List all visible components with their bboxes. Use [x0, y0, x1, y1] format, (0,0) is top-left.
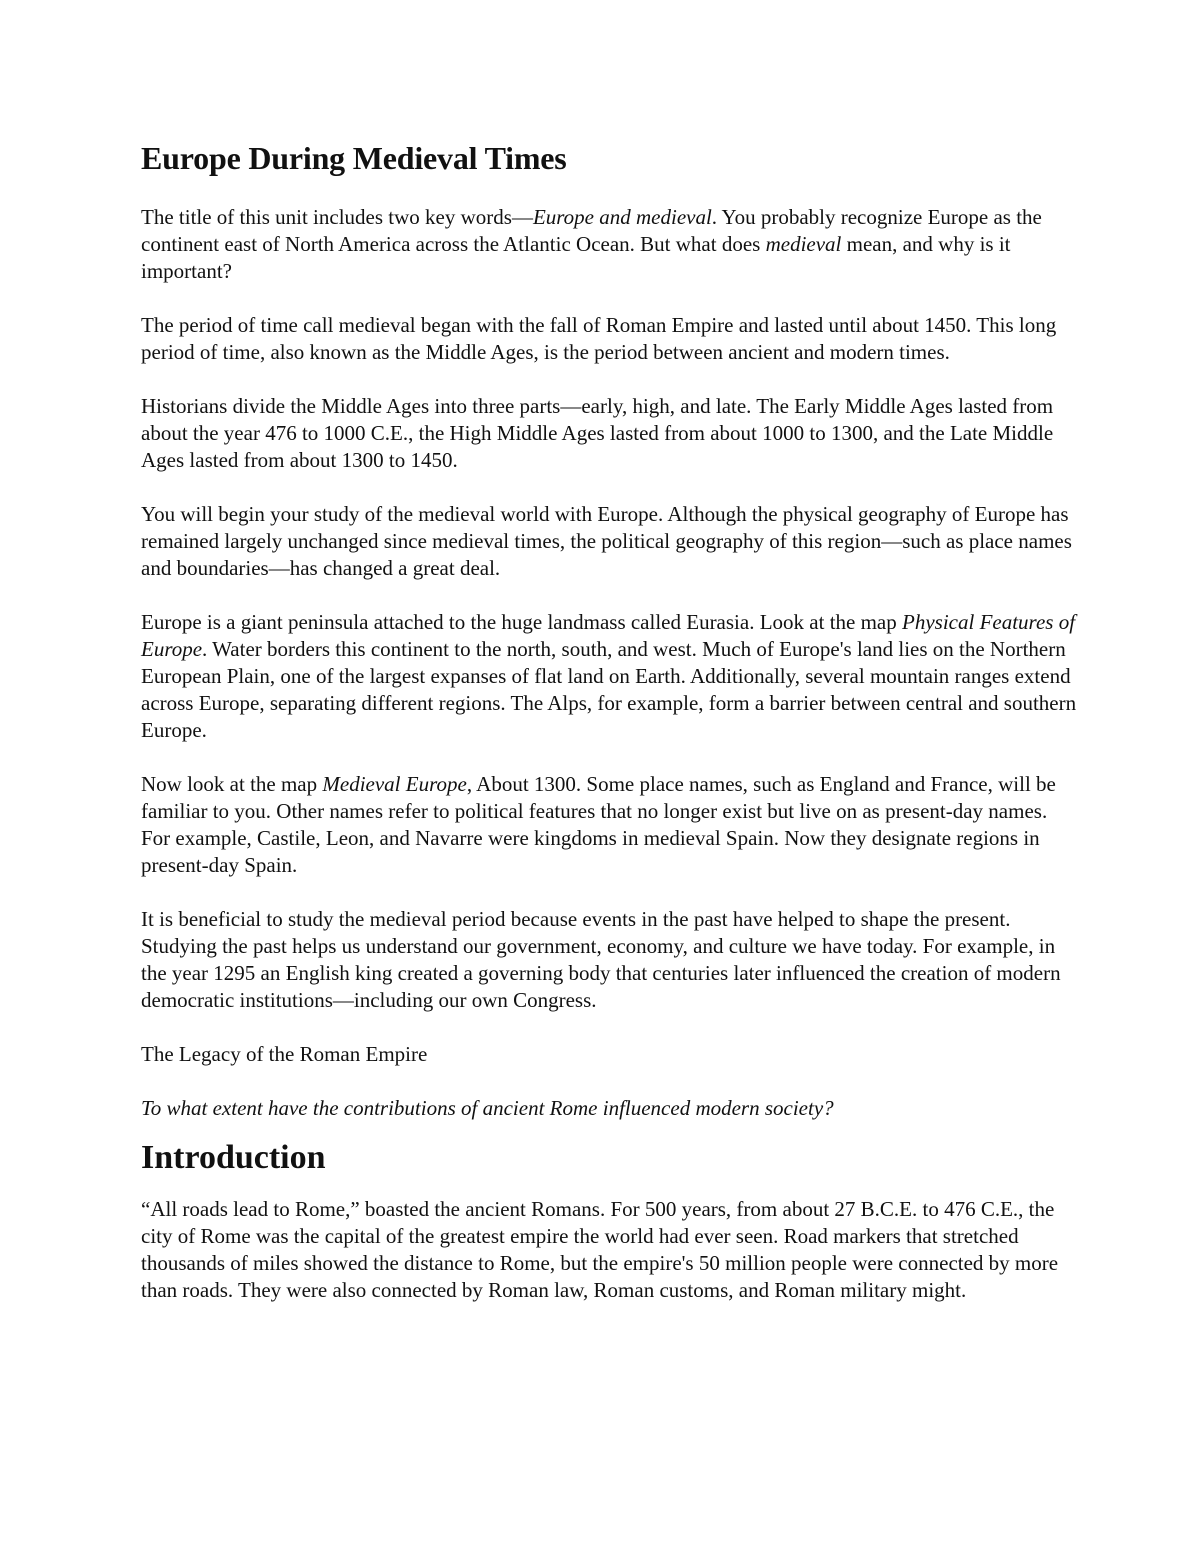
text-run: . You probably recognize Europe as the continent east of North America across the Atlantic Ocean. But what does [141, 205, 1042, 256]
paragraph-intro [141, 204, 1081, 285]
paragraph-historians: Historians divide the Middle Ages into three parts—early, high, and late. The Early Middle Ages lasted from about the year 476 to 1000 C.E., the High Middle Ages lasted from about 1000 to 1300, and the Late Middle Ages lasted from about 1300 to 1450. [141, 394, 1054, 472]
paragraph-roads: “All roads lead to Rome,” boasted the ancient Romans. For 500 years, from about 27 B.C.E. to 476 C.E., the city of Rome was the capital of the greatest empire the world had ever seen. Road markers that stretched thousands of miles showed the distance to Rome, but the empire's 50 million people were connected by more than roads. They were also connected by Roman law, Roman customs, and Roman military might. [141, 1197, 1059, 1302]
section-title-introduction: Introduction [141, 1139, 326, 1176]
text-run: The title of this unit includes two key words— [141, 205, 533, 229]
text-run: , About 1300. Some place names, such as England and France, will be familiar to you. Other names refer to political features that no longer exist but live on as present-day names. For example, Castile, Leon, and Navarre were kingdoms in medieval Spain. Now they designate regions in present-day Spain. [141, 772, 1056, 877]
paragraph-study-europe: You will begin your study of the medieval world with Europe. Although the physical geography of Europe has remained largely unchanged since medieval times, the political geography of this region—such as place names and boundaries—has changed a great deal. [141, 502, 1072, 580]
document-title: Europe During Medieval Times [141, 140, 567, 176]
subheading-legacy: The Legacy of the Roman Empire [141, 1042, 428, 1066]
text-run: Now look at the map [141, 772, 323, 796]
paragraph-medieval-map [141, 771, 1081, 879]
emphasis-map-physical: Physical Features of Europe [141, 610, 1076, 661]
paragraph-beneficial: It is beneficial to study the medieval period because events in the past have helped to shape the present. Studying the past helps us understand our government, economy, and culture we have today. For example, in the year 1295 an English king created a governing body that centuries later influenced the creation of modern democratic institutions—including our own Congress. [141, 907, 1061, 1012]
text-run: . Water borders this continent to the north, south, and west. Much of Europe's land lies on the Northern European Plain, one of the largest expanses of flat land on Earth. Additionally, several mountain ranges extend across Europe, separating different regions. The Alps, for example, form a barrier between central and southern Europe. [141, 637, 1077, 742]
emphasis-key-words: Europe and medieval [532, 205, 712, 229]
paragraph-period: The period of time call medieval began with the fall of Roman Empire and lasted until about 1450. This long period of time, also known as the Middle Ages, is the period between ancient and modern times. [141, 313, 1057, 364]
text-run: Europe is a giant peninsula attached to the huge landmass called Eurasia. Look at the map [141, 610, 903, 634]
emphasis-map-medieval: Medieval Europe [322, 772, 467, 796]
text-run: mean, and why is it important? [141, 232, 1011, 283]
document-page [141, 138, 1081, 1331]
paragraph-peninsula [141, 609, 1081, 744]
emphasis-medieval: medieval [765, 232, 842, 256]
essential-question: To what extent have the contributions of ancient Rome influenced modern society? [141, 1096, 834, 1120]
